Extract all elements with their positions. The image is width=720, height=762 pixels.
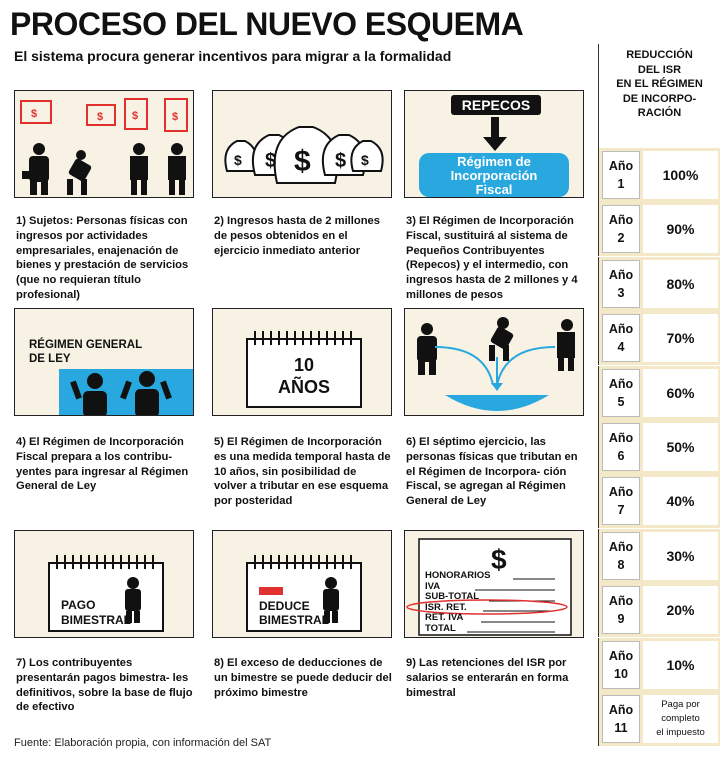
reduction-table-row [598,529,720,583]
reduction-table-row [598,638,720,692]
reduction-table-row [598,148,720,202]
repecos-sign: REPECOS [451,95,541,115]
year-label: Año 2 [602,205,640,253]
people-icon [22,143,186,195]
calendar-label: BIMESTRAL [61,613,131,627]
people-icon [15,309,194,416]
year-label: Año 9 [602,586,640,634]
page-subtitle: El sistema procura generar incentivos para migrar a la formalidad [14,48,452,64]
reduction-table-row [598,583,720,637]
svg-text:$: $ [335,150,347,172]
year-label: Año 8 [602,532,640,580]
year-label: Año 11 [602,695,640,743]
year-label: Año 7 [602,477,640,525]
panel-subjects [14,90,194,198]
panel-caption: 2) Ingresos hasta de 2 millones de pesos obtenidos en el ejercicio inmediato anterior [214,215,381,257]
panel-ten-years [212,308,392,416]
svg-text:$: $ [97,111,104,123]
reduction-value: 40% [643,477,718,525]
year-label: Año 3 [602,260,640,308]
reduction-value: 10% [643,641,718,689]
year-label: Año 5 [602,369,640,417]
reduction-table-row [598,420,720,474]
svg-text:$: $ [31,108,38,120]
calendar-label: BIMESTRAL [259,613,329,627]
svg-text:$: $ [234,152,242,168]
calendar-unit: AÑOS [277,377,330,397]
workers-merge-illustration [405,309,584,416]
bill-icon [21,99,187,131]
reduction-value: 60% [643,369,718,417]
reduction-table-row [598,366,720,420]
calendar-label: PAGO [61,598,96,612]
reduction-table-row [598,692,720,746]
panel-caption: 7) Los contribuyentes presentarán pagos bimestra- les definitivos, sobre la base de flujo de efectivo [16,657,193,714]
panel-caption: 4) El Régimen de Incorporación Fiscal prepara a los contribu- yentes para ingresar al Régimen General de Ley [16,436,189,493]
people-bills-illustration [15,91,194,198]
reduction-table-row [598,311,720,365]
year-label: Año 6 [602,423,640,471]
panel-deduction [212,530,392,638]
year-label: Año 10 [602,641,640,689]
regime-label: DE LEY [29,353,71,365]
svg-text:$: $ [361,152,369,168]
reduction-value: 100% [643,151,718,199]
svg-text:$: $ [265,150,277,172]
reduction-value: 50% [643,423,718,471]
rif-sign: Régimen de Incorporación Fiscal [419,153,569,197]
year-label: Año 4 [602,314,640,362]
panel-caption: 6) El séptimo ejercicio, las personas físicas que tributan en el Régimen de Incorpora- ción Fiscal, se agregan al Régimen General de Ley [406,436,578,508]
panel-withholding [404,530,584,638]
reduction-table-row [598,202,720,256]
panel-bimonthly-payment [14,530,194,638]
svg-text:$: $ [172,111,179,123]
year-label: Año 1 [602,151,640,199]
reduction-value: Paga por completo el impuesto [643,695,718,743]
reduction-value: 90% [643,205,718,253]
panel-general-regime [14,308,194,416]
page-title: PROCESO DEL NUEVO ESQUEMA [10,6,524,42]
dollar-icon [31,108,178,123]
reduction-value: 80% [643,260,718,308]
panel-repecos [404,90,584,198]
reduction-table-row [598,257,720,311]
panel-income [212,90,392,198]
regime-label: RÉGIMEN GENERAL [29,339,143,351]
panel-caption: 8) El exceso de deducciones de un bimestre se puede deducir del próximo bimestre [214,657,392,699]
svg-text:$: $ [132,110,139,122]
svg-text:$: $ [294,145,311,178]
calendar-label: DEDUCE [259,599,310,613]
reduction-value: 20% [643,586,718,634]
form-lines: HONORARIOS IVA SUB-TOTAL ISR. RET. RET. IVA TOTAL [425,570,491,634]
calendar-number: 10 [293,355,315,375]
panel-caption: 3) El Régimen de Incorporación Fiscal, sustituirá al sistema de Pequeños Contribuyentes (Repecos) y el intermedio, con ingresos hasta de 2 millones y 4 millones de pesos [406,215,578,301]
reduction-value: 70% [643,314,718,362]
panel-caption: 9) Las retenciones del ISR por salarios se enterarán en forma bimestral [406,657,569,699]
dollar-icon: $ [491,544,507,575]
money-bags-illustration [213,91,392,198]
panel-caption: 1) Sujetos: Personas físicas con ingresos por actividades empresariales, enajenación de bienes y prestación de servicios (que no requieran título profesional) [16,215,189,301]
reduction-table-row [598,474,720,528]
reduction-value: 30% [643,532,718,580]
source-note: Fuente: Elaboración propia, con información del SAT [14,737,272,749]
reduction-table-header: REDUCCIÓN DEL ISR EN EL RÉGIMEN DE INCORPO- RACIÓN [598,44,720,148]
panel-caption: 5) El Régimen de Incorporación es una medida temporal hasta de 10 años, sin posibilidad de volver a tributar en ese esquema por posteridad [214,436,391,508]
panel-seventh-year [404,308,584,416]
